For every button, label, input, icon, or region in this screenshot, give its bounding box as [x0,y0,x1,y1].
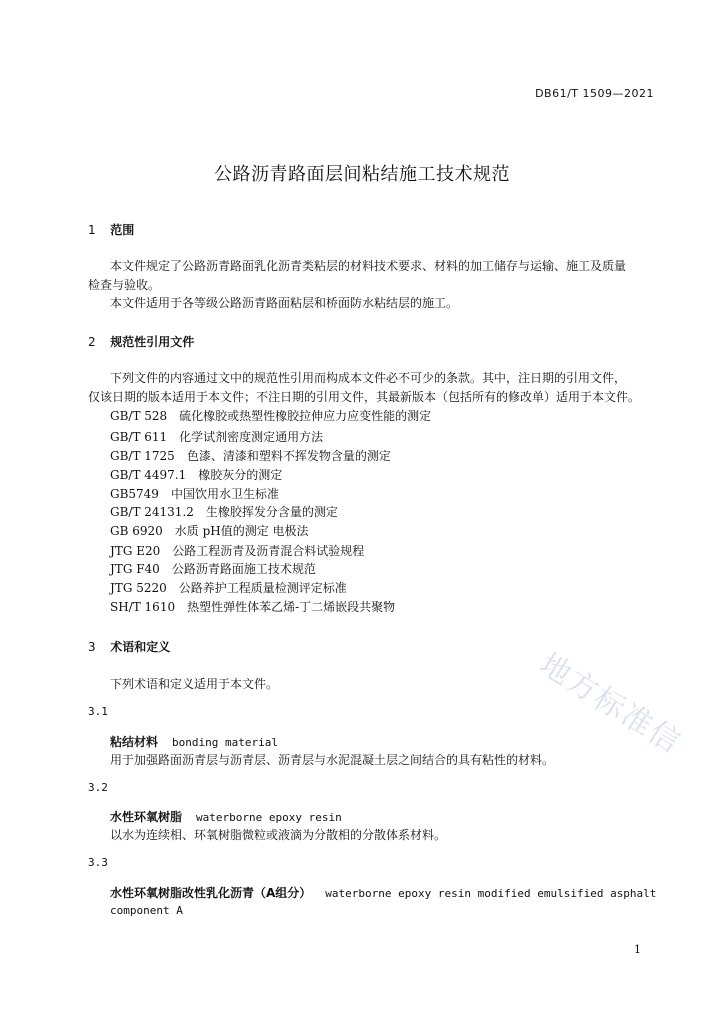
reference-item [110,466,282,483]
reference-code: GB5749 [110,487,159,501]
reference-code: SH/T 1610 [110,600,176,614]
reference-title: 中国饮用水卫生标准 [170,487,279,501]
section-title: 范围 [110,223,135,237]
reference-title: 水质 pH值的测定 电极法 [174,524,309,538]
page-number: 1 [634,943,641,956]
reference-title: 公路工程沥青及沥青混合料试验规程 [172,544,365,558]
watermark: 地方标准信 [533,646,688,762]
reference-code: JTG 5220 [110,581,167,595]
reference-item [110,503,338,520]
section-heading-terms [88,638,170,655]
reference-title: 色漆、清漆和塑料不挥发物含量的测定 [186,449,391,463]
term-definition: 用于加强路面沥青层与沥青层、沥青层与水泥混凝土层之间结合的具有粘性的材料。 [110,753,555,767]
term-en: waterborne epoxy resin [196,811,342,824]
reference-title: 化学试剂密度测定通用方法 [179,430,324,444]
reference-code: JTG F40 [110,562,160,576]
reference-item [110,447,391,464]
reference-item [110,485,279,502]
term-en: bonding material [172,736,278,749]
reference-title: 热塑性弹性体苯乙烯-丁二烯嵌段共聚物 [187,600,396,614]
reference-title: 生橡胶挥发分含量的测定 [205,505,338,519]
term-name [110,884,656,901]
reference-title: 橡胶灰分的测定 [198,468,283,482]
reference-item [110,542,364,559]
term-name [110,733,278,750]
reference-item [110,579,347,596]
paragraph-line: 仅该日期的版本适用于本文件；不注日期的引用文件，其最新版本（包括所有的修改单）适用于本文件。 [88,390,641,404]
paragraph: 本文件适用于各等级公路沥青路面粘层和桥面防水粘结层的施工。 [110,296,459,310]
term-zh: 粘结材料 [110,735,159,749]
section-number: 1 [88,223,96,237]
section-number: 3 [88,640,96,654]
reference-item [110,522,309,539]
reference-item [110,598,395,615]
reference-code: GB/T 611 [110,430,168,444]
reference-code: GB/T 528 [110,409,168,423]
reference-code: GB/T 4497.1 [110,468,187,482]
reference-item [110,428,323,445]
paragraph-line: 下列文件的内容通过文中的规范性引用而构成本文件必不可少的条款。其中，注日期的引用文件， [110,371,627,385]
document-title: 公路沥青路面层间粘结施工技术规范 [214,164,510,185]
reference-code: GB/T 1725 [110,449,175,463]
section-heading-normative-references [88,333,194,350]
term-number: 3.3 [88,856,108,869]
standard-number: DB61/T 1509—2021 [535,87,654,100]
section-number: 2 [88,335,96,349]
reference-title: 硫化橡胶或热塑性橡胶拉伸应力应变性能的测定 [179,409,432,423]
reference-code: GB 6920 [110,524,163,538]
section-title: 规范性引用文件 [110,335,195,349]
term-number: 3.1 [88,705,108,718]
term-en-continued: component A [110,904,183,917]
section-heading-scope [88,221,134,238]
paragraph-line: 检查与验收。 [88,278,161,292]
paragraph-line: 本文件规定了公路沥青路面乳化沥青类粘层的材料技术要求、材料的加工储存与运输、施工及质量 [110,259,627,273]
section-title: 术语和定义 [110,640,171,654]
paragraph: 下列术语和定义适用于本文件。 [110,677,279,691]
reference-code: JTG E20 [110,544,161,558]
reference-code: GB/T 24131.2 [110,505,194,519]
term-zh: 水性环氧树脂 [110,810,183,824]
reference-title: 公路沥青路面施工技术规范 [171,562,316,576]
reference-title: 公路养护工程质量检测评定标准 [178,581,347,595]
term-en: waterborne epoxy resin modified emulsified asphalt [325,887,657,900]
term-number: 3.2 [88,781,108,794]
reference-item [110,407,431,424]
term-name [110,808,342,825]
reference-item [110,560,316,577]
term-zh: 水性环氧树脂改性乳化沥青（A组分） [110,886,312,900]
term-definition: 以水为连续相、环氧树脂微粒或液滴为分散相的分散体系材料。 [110,828,447,842]
